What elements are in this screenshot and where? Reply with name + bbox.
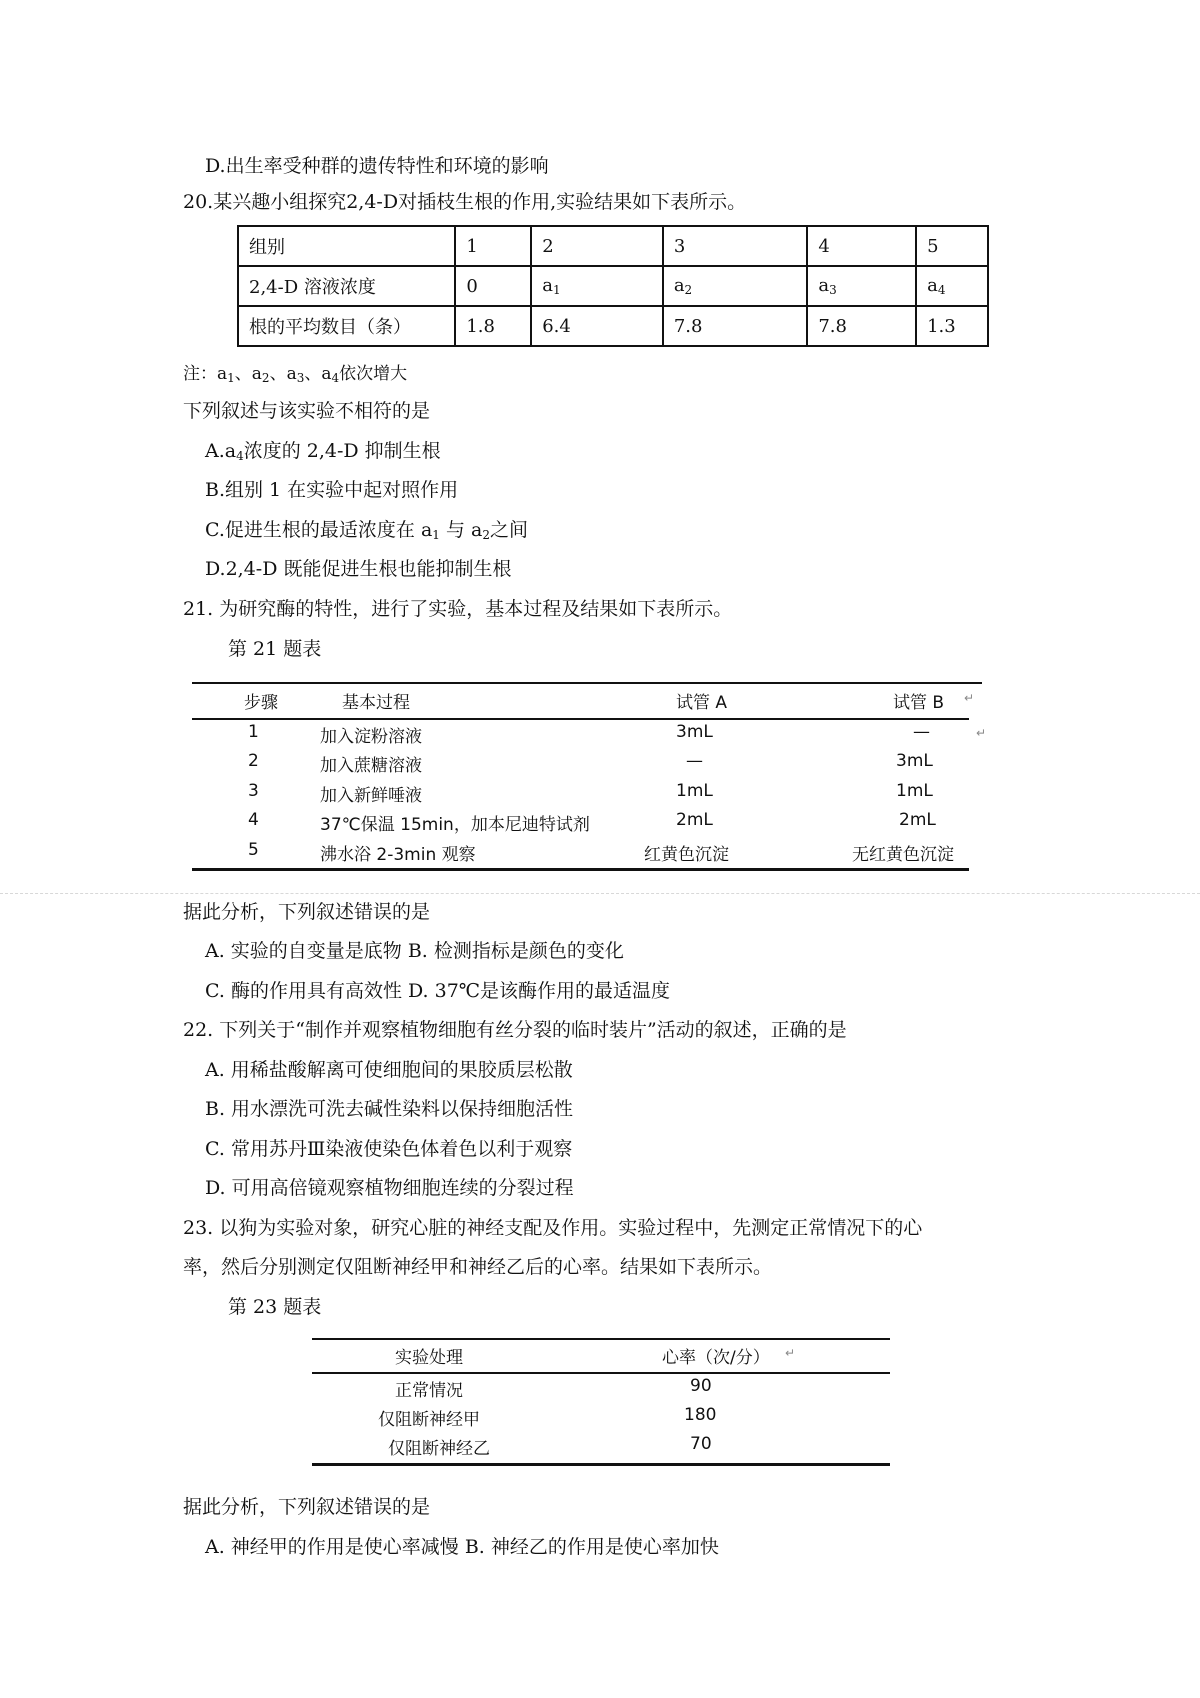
return-mark: ↵ <box>976 726 987 740</box>
table-cell: 1.8 <box>455 306 531 346</box>
table-cell: 1mL <box>676 781 713 801</box>
table-cell: 红黄色沉淀 <box>644 845 729 865</box>
table-header-cell: 心率（次/分） <box>662 1348 770 1368</box>
q20-option-c: C.促进生根的最适浓度在 $a_1$ 与 $a_2$之间 <box>205 519 529 542</box>
table-cell: 加入蔗糖溶液 <box>320 756 422 776</box>
table-cell: 180 <box>684 1405 717 1425</box>
table-cell: 7.8 <box>663 306 808 346</box>
q21-options-cd: C. 酶的作用具有高效性 D. 37℃是该酶作用的最适温度 <box>205 980 671 1002</box>
table-cell: 4 <box>807 226 916 266</box>
q21-options-ab: A. 实验的自变量是底物 B. 检测指标是颜色的变化 <box>205 940 624 962</box>
q22-option-c: C. 常用苏丹Ⅲ染液使染色体着色以利于观察 <box>205 1138 573 1160</box>
q22-stem: 22. 下列关于“制作并观察植物细胞有丝分裂的临时装片”活动的叙述，正确的是 <box>183 1019 847 1041</box>
table-cell: 1 <box>248 722 259 742</box>
table-row <box>238 226 988 266</box>
q20-note: 注：$a_1$、$a_2$、$a_3$、$a_4$依次增大 <box>183 364 408 385</box>
table-rule-bottom <box>192 868 969 871</box>
table-header-cell: 实验处理 <box>395 1348 463 1368</box>
q21-caption: 第 21 题表 <box>228 638 322 660</box>
q20-option-b: B.组别 1 在实验中起对照作用 <box>205 479 459 501</box>
q19-option-d: D.出生率受种群的遗传特性和环境的影响 <box>205 155 549 177</box>
return-mark: ↵ <box>785 1346 796 1360</box>
table-row <box>238 266 988 306</box>
q20-option-d: D.2,4-D 既能促进生根也能抑制生根 <box>205 558 512 580</box>
table-cell: 2mL <box>899 810 936 830</box>
q22-option-a: A. 用稀盐酸解离可使细胞间的果胶质层松散 <box>205 1059 573 1081</box>
table-cell: 6.4 <box>531 306 663 346</box>
table-cell: 3 <box>248 781 259 801</box>
table-cell: 组别 <box>238 226 455 266</box>
table-cell: 0 <box>455 266 531 306</box>
table-cell: 加入淀粉溶液 <box>320 727 422 747</box>
q20-option-a: $A.a_4$浓度的 2,4-D 抑制生根 <box>205 440 441 463</box>
table-cell: 正常情况 <box>395 1381 463 1401</box>
table-cell: — <box>686 751 703 771</box>
q23-question: 据此分析，下列叙述错误的是 <box>183 1496 431 1518</box>
table-cell: $a_3$ <box>807 266 916 306</box>
table-cell: 90 <box>690 1376 712 1396</box>
table-cell: $a_1$ <box>531 266 663 306</box>
q22-option-d: D. 可用高倍镜观察植物细胞连续的分裂过程 <box>205 1177 574 1199</box>
q23-stem-line1: 23. 以狗为实验对象，研究心脏的神经支配及作用。实验过程中，先测定正常情况下的心 <box>183 1217 923 1239</box>
q20-stem: 20.某兴趣小组探究2,4-D对插枝生根的作用,实验结果如下表所示。 <box>183 191 747 213</box>
table-cell: — <box>913 722 930 742</box>
q23-options-ab: A. 神经甲的作用是使心率减慢 B. 神经乙的作用是使心率加快 <box>205 1536 719 1558</box>
table-cell: 70 <box>690 1434 712 1454</box>
q21-question: 据此分析，下列叙述错误的是 <box>183 901 431 923</box>
table-cell: 7.8 <box>807 306 916 346</box>
q21-stem: 21. 为研究酶的特性，进行了实验，基本过程及结果如下表所示。 <box>183 598 733 620</box>
table-header-cell: 步骤 <box>244 693 278 713</box>
table-cell: 5 <box>248 840 259 860</box>
return-mark: ↵ <box>964 691 975 705</box>
table-header-cell: 试管 B <box>893 693 945 713</box>
table-cell: 1 <box>455 226 531 266</box>
table-rule-top <box>192 682 982 684</box>
table-header-cell: 试管 A <box>676 693 728 713</box>
table-cell: 2mL <box>676 810 713 830</box>
table-cell: 4 <box>248 810 259 830</box>
q20-table <box>237 225 989 347</box>
table-cell: 沸水浴 2-3min 观察 <box>320 845 476 865</box>
table-cell: 37℃保温 15min，加本尼迪特试剂 <box>320 815 590 835</box>
table-cell: $a_4$ <box>916 266 988 306</box>
table-cell: 2 <box>531 226 663 266</box>
q20-question: 下列叙述与该实验不相符的是 <box>183 400 431 422</box>
table-rule-mid <box>192 718 969 720</box>
table-cell: 3mL <box>896 751 933 771</box>
table-rule-mid <box>312 1372 890 1374</box>
q22-option-b: B. 用水漂洗可洗去碱性染料以保持细胞活性 <box>205 1098 574 1120</box>
table-cell: $a_2$ <box>663 266 808 306</box>
table-header-cell: 基本过程 <box>342 693 410 713</box>
table-cell: 2,4-D 溶液浓度 <box>238 266 455 306</box>
table-cell: 仅阻断神经乙 <box>388 1439 490 1459</box>
table-cell: 3mL <box>676 722 713 742</box>
table-rule-bottom <box>312 1463 890 1466</box>
table-cell: 1mL <box>896 781 933 801</box>
table-cell: 加入新鲜唾液 <box>320 786 422 806</box>
table-rule-top <box>312 1338 890 1340</box>
table-cell: 无红黄色沉淀 <box>852 845 954 865</box>
table-cell: 仅阻断神经甲 <box>378 1410 480 1430</box>
table-row <box>238 306 988 346</box>
table-cell: 3 <box>663 226 808 266</box>
q23-stem-line2: 率，然后分别测定仅阻断神经甲和神经乙后的心率。结果如下表所示。 <box>183 1256 773 1278</box>
page-break-divider <box>0 893 1200 894</box>
table-cell: 根的平均数目（条） <box>238 306 455 346</box>
q23-caption: 第 23 题表 <box>228 1296 322 1318</box>
table-cell: 2 <box>248 751 259 771</box>
table-cell: 5 <box>916 226 988 266</box>
table-cell: 1.3 <box>916 306 988 346</box>
